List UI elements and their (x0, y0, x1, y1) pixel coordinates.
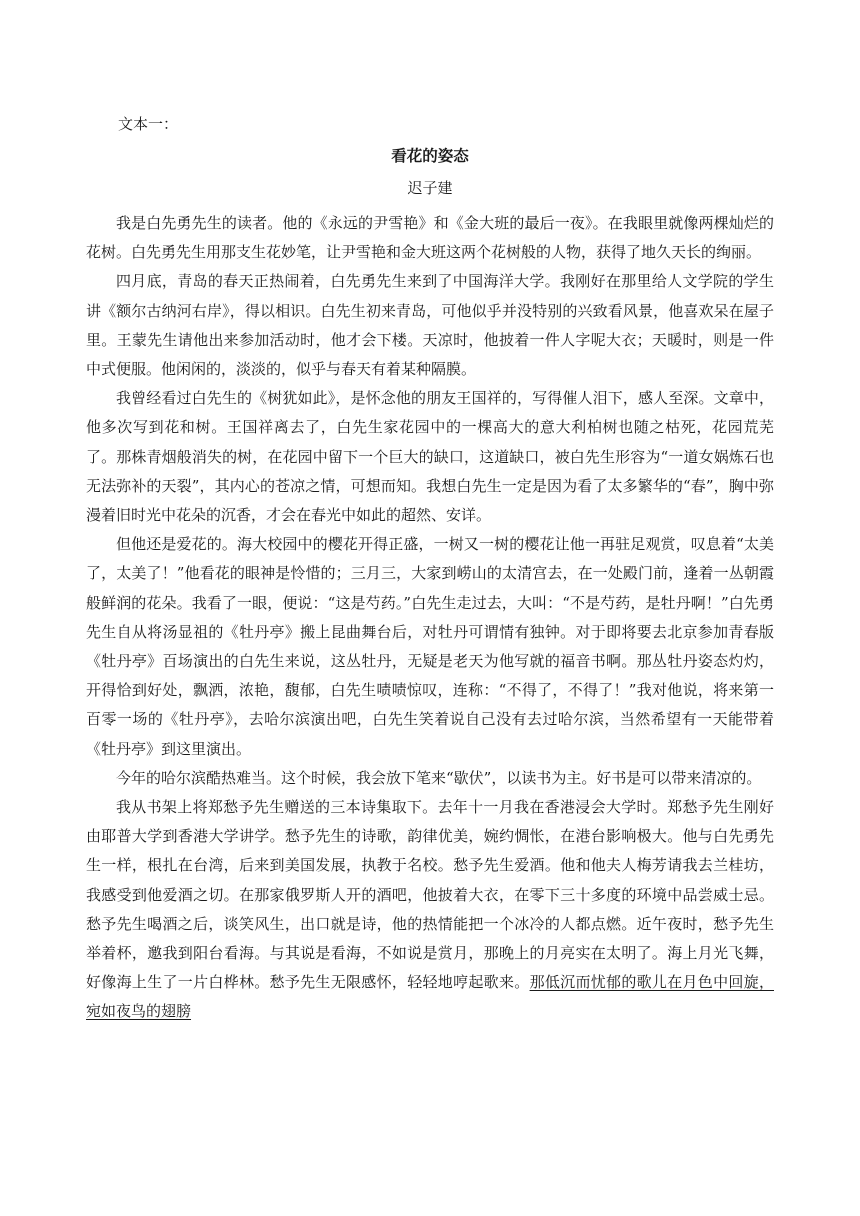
paragraph: 我曾经看过白先生的《树犹如此》，是怀念他的朋友王国祥的，写得催人泪下，感人至深。文章中，他多次写到花和树。王国祥离去了，白先生家花园中的一棵高大的意大利柏树也随之枯死，花园荒芜了。那株青烟般消失的树，在花园中留下一个巨大的缺口，这道缺口，被白先生形容为“一道女娲炼石也无法弥补的天裂”，其内心的苍凉之情，可想而知。我想白先生一定是因为看了太多繁华的“春”，胸中弥漫着旧时光中花朵的沉香，才会在春光中如此的超然、安详。 (86, 389, 774, 525)
article-body (86, 209, 774, 1027)
paragraph: 今年的哈尔滨酷热难当。这个时候，我会放下笔来“歇伏”，以读书为主。好书是可以带来清凉的。 (116, 768, 762, 787)
section-label: 文本一： (118, 115, 179, 133)
paragraph-text: 我从书架上将郑愁予先生赠送的三本诗集取下。去年十一月我在香港浸会大学时。郑愁予先生刚好由耶普大学到香港大学讲学。愁予先生的诗歌，韵律优美，婉约惆怅，在港台影响极大。他与白先勇先生一样，根扎在台湾，后来到美国发展，执教于名校。愁予先生爱酒。他和他夫人梅芳请我去兰桂坊，我感受到他爱酒之切。在那家俄罗斯人开的酒吧，他披着大衣，在零下三十多度的环境中品尝威士忌。愁予先生喝酒之后，谈笑风生，出口就是诗，他的热情能把一个冰冷的人都点燃。近午夜时，愁予先生举着杯，邀我到阳台看海。与其说是看海，不如说是赏月，那晚上的月亮实在太明了。海上月光飞舞，好像海上生了一片白桦林。愁予先生无限感怀，轻轻地哼起歌来。 (86, 798, 774, 992)
article-title: 看花的姿态 (391, 146, 469, 165)
paragraph: 我是白先勇先生的读者。他的《永远的尹雪艳》和《金大班的最后一夜》。在我眼里就像两棵灿烂的花树。白先勇先生用那支生花妙笔，让尹雪艳和金大班这两个花树般的人物，获得了地久天长的绚丽。 (86, 214, 774, 262)
article-author: 迟子建 (407, 179, 453, 197)
paragraph (86, 793, 774, 1027)
paragraph: 四月底，青岛的春天正热闹着，白先勇先生来到了中国海洋大学。我刚好在那里给人文学院的学生讲《额尔古纳河右岸》，得以相识。白先生初来青岛，可他似乎并没特别的兴致看风景，他喜欢呆在屋子里。王蒙先生请他出来参加活动时，他才会下楼。天凉时，他披着一件人字呢大衣；天暖时，则是一件中式便服。他闲闲的，淡淡的，似乎与春天有着某种隔膜。 (86, 272, 774, 379)
paragraph: 但他还是爱花的。海大校园中的樱花开得正盛，一树又一树的樱花让他一再驻足观赏，叹息着“太美了，太美了！”他看花的眼神是怜惜的；三月三，大家到崂山的太清宫去，在一处殿门前，逢着一丛朝霞般鲜润的花朵。我看了一眼，便说：“这是芍药。”白先生走过去，大叫：“不是芍药，是牡丹啊！”白先勇先生自从将汤显祖的《牡丹亭》搬上昆曲舞台后，对牡丹可谓情有独钟。对于即将要去北京参加青春版《牡丹亭》百场演出的白先生来说，这丛牡丹，无疑是老天为他写就的福音书啊。那丛牡丹姿态灼灼，开得恰到好处，飘洒，浓艳，馥郁，白先生啧啧惊叹，连称：“不得了，不得了！”我对他说，将来第一百零一场的《牡丹亭》，去哈尔滨演出吧，白先生笑着说自己没有去过哈尔滨，当然希望有一天能带着《牡丹亭》到这里演出。 (86, 535, 774, 758)
underlined-sentence: 那低沉而忧郁的歌儿在月色中回旋，宛如夜鸟的翅膀 (86, 973, 774, 1021)
